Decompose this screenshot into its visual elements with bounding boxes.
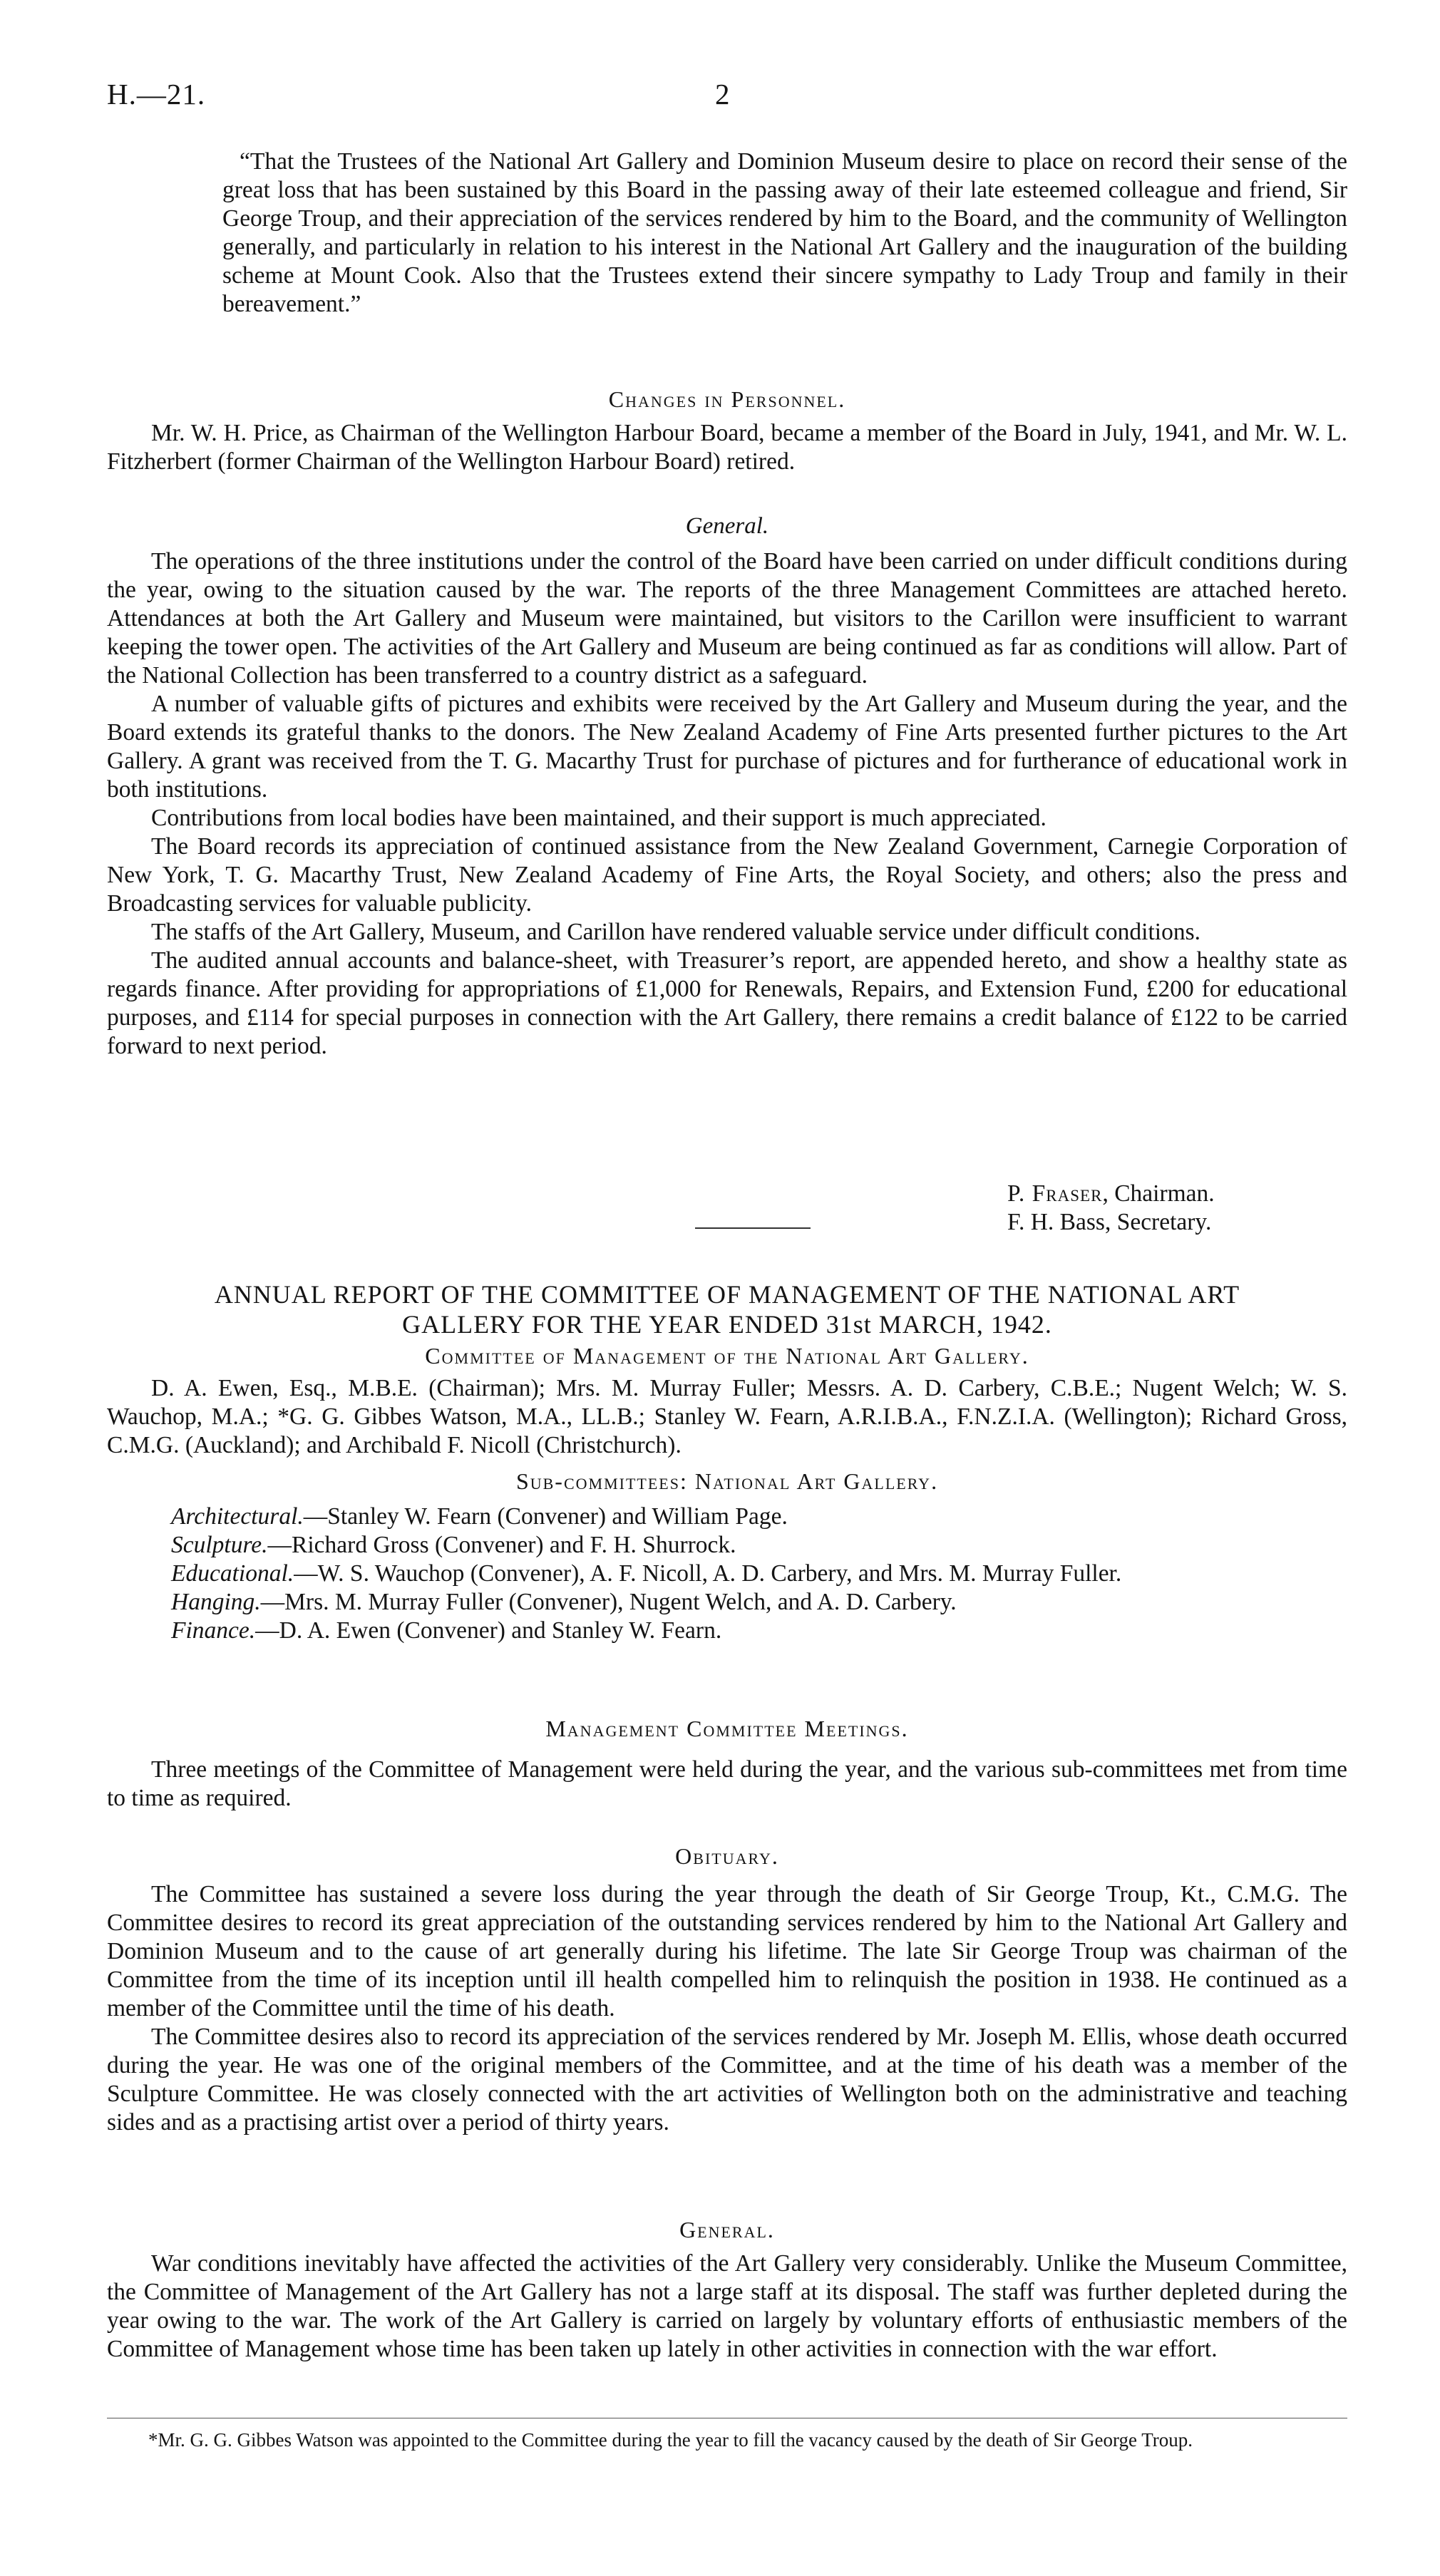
footnote-text: *Mr. G. G. Gibbes Watson was appointed to the Committee during the year to fill the vacancy caused by the death of Sir George Troup. bbox=[148, 2429, 1193, 2451]
signature-secretary bbox=[1007, 1208, 1211, 1237]
personnel-section bbox=[107, 385, 1347, 476]
document-code: H.—21. bbox=[107, 78, 206, 110]
subcommittee-members: —Richard Gross (Convener) and F. H. Shurrock. bbox=[267, 1532, 736, 1558]
committee-members: D. A. Ewen, Esq., M.B.E. (Chairman); Mrs. M. Murray Fuller; Messrs. A. D. Carbery, C.B.E.; Nugent Welch; W. S. Wauchop, M.A.; *G. G. Gibbes Watson, M.A., LL.B.; Stanley W. Fearn, A.R.I.B.A., F.N.Z.I.A. (Wellington); Richard Gross, C.M.G. (Auckland); and Archibald F. Nicoll (Christchurch). bbox=[107, 1375, 1347, 1458]
footnote bbox=[107, 2428, 1347, 2452]
meetings-section bbox=[107, 1714, 1347, 1813]
subcommittee-members: —Mrs. M. Murray Fuller (Convener), Nugent Welch, and A. D. Carbery. bbox=[260, 1589, 957, 1615]
subcommittee-item bbox=[107, 1503, 1347, 1531]
subcommittee-label: Hanging. bbox=[171, 1589, 261, 1615]
board-general-paragraph: The operations of the three institutions under the control of the Board have been carried on under difficult conditions during the year, owing to the situation caused by the war. The reports of the three Management Committees are attached hereto. Attendances at both the Art Gallery and Museum were maintained, but visitors to the Carillon were insufficient to warrant keeping the tower open. The activities of the Art Gallery and Museum are being continued as far as conditions will allow. Part of the National Collection has been transferred to a country district as a safeguard. bbox=[107, 548, 1347, 689]
page-number: 2 bbox=[715, 78, 731, 110]
subcommittee-members: —D. A. Ewen (Convener) and Stanley W. Fearn. bbox=[255, 1617, 722, 1644]
obituary-section bbox=[107, 1842, 1347, 2137]
subcommittee-label: Educational. bbox=[171, 1560, 294, 1587]
subcommittee-label: Finance. bbox=[171, 1617, 256, 1644]
personnel-text: Mr. W. H. Price, as Chairman of the Wellington Harbour Board, became a member of the Board in July, 1941, and Mr. W. L. Fitzherbert (former Chairman of the Wellington Harbour Board) retired. bbox=[107, 420, 1347, 475]
board-general-paragraph: The audited annual accounts and balance-sheet, with Treasurer’s report, are appended hereto, and show a healthy state as regards finance. After providing for appropriations of £1,000 for Renewals, Repairs, and Extension Fund, £200 for educational purposes, and £114 for special purposes in connection with the Art Gallery, there remains a credit balance of £122 to be carried forward to next period. bbox=[107, 947, 1347, 1059]
board-general-heading: General. bbox=[685, 513, 769, 539]
subcommittees-heading: Sub-committees: National Art Gallery. bbox=[515, 1468, 939, 1494]
subcommittee-members: —W. S. Wauchop (Convener), A. F. Nicoll, A. D. Carbery, and Mrs. M. Murray Fuller. bbox=[294, 1560, 1122, 1587]
signature-name: P. Fraser bbox=[1007, 1180, 1103, 1207]
resolution-text: “That the Trustees of the National Art Gallery and Dominion Museum desire to place on record their sense of the great loss that has been sustained by this Board in the passing away of their late esteemed colleague and friend, Sir George Troup, and their appreciation of the services rendered by him to the Board, and the community of Wellington generally, and particularly in relation to his interest in the National Art Gallery and the inauguration of the building scheme at Mount Cook. Also that the Trustees extend their sincere sympathy to Lady Troup and family in their bereavement.” bbox=[222, 148, 1347, 317]
board-general-paragraph: Contributions from local bodies have been maintained, and their support is much appreciated. bbox=[151, 805, 1046, 831]
subcommittee-item bbox=[107, 1531, 1347, 1560]
board-general-paragraph: The staffs of the Art Gallery, Museum, and Carillon have rendered valuable service under difficult conditions. bbox=[151, 919, 1201, 945]
subcommittee-label: Architectural. bbox=[171, 1503, 304, 1530]
report-general-text: War conditions inevitably have affected the activities of the Art Gallery very considerably. Unlike the Museum Committee, the Committee of Management of the Art Gallery has not a large staff at its disposal. The staff was further depleted during the year owing to the war. The work of the Art Gallery is carried on largely by voluntary efforts of enthusiastic members of the Committee of Management whose time has been taken up lately in other activities in connection with the war effort. bbox=[107, 2250, 1347, 2362]
subcommittee-item bbox=[107, 1617, 1347, 1645]
signature-chairman bbox=[1007, 1180, 1215, 1208]
resolution-quote bbox=[222, 148, 1347, 319]
board-general-paragraph: The Board records its appreciation of continued assistance from the New Zealand Government, Carnegie Corporation of New York, T. G. Macarthy Trust, New Zealand Academy of Fine Arts, the Royal Society, and others; also the press and Broadcasting services for valuable publicity. bbox=[107, 833, 1347, 917]
section-divider bbox=[695, 1227, 811, 1229]
signature-role: , Chairman. bbox=[1102, 1180, 1215, 1207]
report-title-line: GALLERY FOR THE YEAR ENDED 31st MARCH, 1942. bbox=[402, 1310, 1052, 1339]
subcommittee-item bbox=[107, 1588, 1347, 1617]
report-title-line: ANNUAL REPORT OF THE COMMITTEE OF MANAGEMENT OF THE NATIONAL ART bbox=[214, 1280, 1240, 1309]
report-title bbox=[107, 1279, 1347, 1339]
obituary-heading: Obituary. bbox=[675, 1843, 779, 1869]
meetings-text: Three meetings of the Committee of Management were held during the year, and the various sub-committees met from time to time as required. bbox=[107, 1756, 1347, 1811]
report-general-heading: General. bbox=[679, 2217, 775, 2242]
subcommittee-list bbox=[107, 1503, 1347, 1645]
committee-section bbox=[107, 1341, 1347, 1645]
board-general-paragraph: A number of valuable gifts of pictures and exhibits were received by the Art Gallery and Museum during the year, and the Board extends its grateful thanks to the donors. The New Zealand Academy of Fine Arts presented further pictures to the Art Gallery. A grant was received from the T. G. Macarthy Trust for purchase of pictures and for furtherance of educational work in both institutions. bbox=[107, 691, 1347, 803]
signature-name: F. H. Bass bbox=[1007, 1209, 1105, 1235]
subcommittee-item bbox=[107, 1560, 1347, 1588]
meetings-heading: Management Committee Meetings. bbox=[545, 1716, 909, 1741]
report-general-section bbox=[107, 2215, 1347, 2364]
obituary-paragraph: The Committee has sustained a severe loss during the year through the death of Sir George Troup, Kt., C.M.G. The Committee desires to record its great appreciation of the outstanding services rendered by him to the National Art Gallery and Dominion Museum and to the cause of art generally during his lifetime. The late Sir George Troup was chairman of the Committee from the time of its inception until ill health compelled him to relinquish the position in 1938. He continued as a member of the Committee until the time of his death. bbox=[107, 1881, 1347, 2021]
committee-heading: Committee of Management of the National Art Gallery. bbox=[425, 1343, 1029, 1369]
subcommittee-label: Sculpture. bbox=[171, 1532, 268, 1558]
personnel-heading: Changes in Personnel. bbox=[608, 386, 846, 412]
obituary-paragraph: The Committee desires also to record its appreciation of the services rendered by Mr. Joseph M. Ellis, whose death occurred during the year. He was one of the original members of the Committee, and at the time of his death was a member of the Sculpture Committee. He was closely connected with the art activities of Wellington both on the administrative and teaching sides and as a practising artist over a period of thirty years. bbox=[107, 2024, 1347, 2135]
board-general-section bbox=[107, 512, 1347, 1061]
signature-role: , Secretary. bbox=[1104, 1209, 1212, 1235]
subcommittee-members: —Stanley W. Fearn (Convener) and William Page. bbox=[303, 1503, 788, 1530]
